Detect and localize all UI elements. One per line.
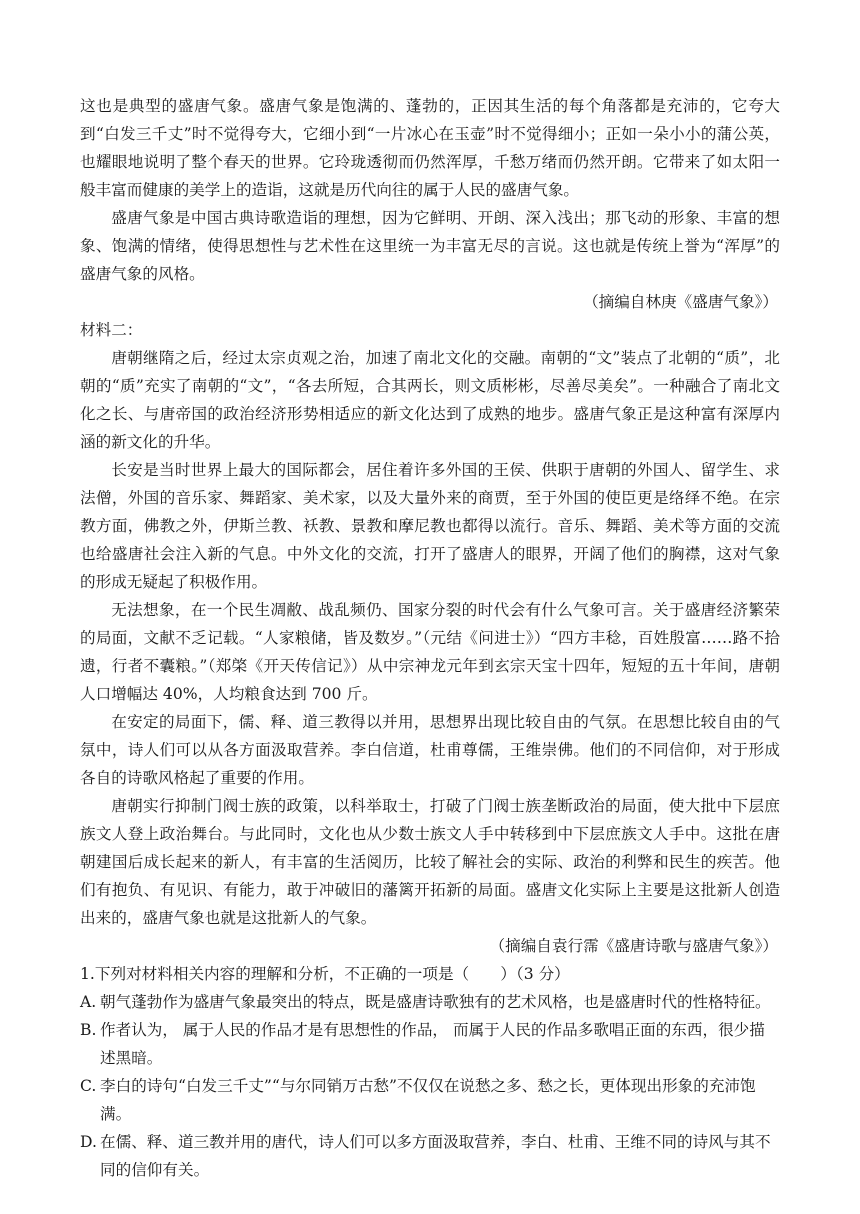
material1-paragraph-continued: 这也是典型的盛唐气象。盛唐气象是饱满的、蓬勃的，正因其生活的每个角落都是充沛的，它夸大到“白发三千丈”时不觉得夸大，它细小到“一片冰心在玉壶”时不觉得细小；正如一朵小小的蒲公英，也耀眼地说明了整个春天的世界。它玲珑透彻而仍然浑厚，千愁万绪而仍然开朗。它带来了如太阳一般丰富而健康的美学上的造诣，这就是历代向往的属于人民的盛唐气象。 (80, 97, 780, 199)
option-b-letter: B. (80, 1021, 97, 1039)
material2-label: 材料二： (80, 321, 143, 339)
option-c (80, 1072, 780, 1128)
material1-paragraph-2: 盛唐气象是中国古典诗歌造诣的理想，因为它鲜明、开朗、深入浅出；那飞动的形象、丰富的想象、饱满的情绪，使得思想性与艺术性在这里统一为丰富无尽的言说。这也就是传统上誉为“浑厚”的盛唐气象的风格。 (80, 209, 780, 283)
option-b (80, 1016, 780, 1072)
option-d (80, 1128, 780, 1184)
material2-paragraph-2: 长安是当时世界上最大的国际都会，居住着许多外国的王侯、供职于唐朝的外国人、留学生、求法僧，外国的音乐家、舞蹈家、美术家，以及大量外来的商贾，至于外国的使臣更是络绎不绝。在宗教方面，佛教之外，伊斯兰教、袄教、景教和摩尼教也都得以流行。音乐、舞蹈、美术等方面的交流也给盛唐社会注入新的气息。中外文化的交流，打开了盛唐人的眼界，开阔了他们的胸襟，这对气象的形成无疑起了积极作用。 (80, 461, 780, 591)
material2-source: （摘编自袁行霈《盛唐诗歌与盛唐气象》） (489, 937, 778, 955)
material2-paragraph-5: 唐朝实行抑制门阀士族的政策，以科举取士，打破了门阀士族垄断政治的局面，使大批中下层庶族文人登上政治舞台。与此同时，文化也从少数士族文人手中转移到中下层庶族文人手中。这批在唐朝建国后成长起来的新人，有丰富的生活阅历，比较了解社会的实际、政治的利弊和民生的疾苦。他们有抱负、有见识、有能力，敢于冲破旧的藩篱开拓新的局面。盛唐文化实际上主要是这批新人创造出来的，盛唐气象也就是这批新人的气象。 (80, 797, 780, 927)
option-d-text: 在儒、释、道三教并用的唐代，诗人们可以多方面汲取营养，李白、杜甫、王维不同的诗风与其不同的信仰有关。 (100, 1133, 771, 1179)
material2-paragraph-3: 无法想象，在一个民生凋敝、战乱频仍、国家分裂的时代会有什么气象可言。关于盛唐经济繁荣的局面，文献不乏记载。“人家粮储，皆及数岁。”（元结《问进士》）“四方丰稔，百姓殷富……路不拾遗，行者不囊粮。”（郑棨《开天传信记》）从中宗神龙元年到玄宗天宝十四年，短短的五十年间，唐朝人口增幅达 40%，人均粮食达到 700 斤。 (80, 601, 780, 703)
question-stem: 1.下列对材料相关内容的理解和分析，不正确的一项是（ ）（3 分） (80, 965, 570, 983)
option-b-text: 作者认为， 属于人民的作品才是有思想性的作品， 而属于人民的作品多歌唱正面的东西，很少描述黑暗。 (100, 1021, 765, 1067)
option-c-text: 李白的诗句“白发三千丈”“与尔同销万古愁”不仅仅在说愁之多、愁之长，更体现出形象的充沛饱满。 (100, 1077, 756, 1123)
material2-paragraph-4: 在安定的局面下，儒、释、道三教得以并用，思想界出现比较自由的气氛。在思想比较自由的气氛中，诗人们可以从各方面汲取营养。李白信道，杜甫尊儒，王维崇佛。他们的不同信仰，对于形成各自的诗歌风格起了重要的作用。 (80, 713, 780, 787)
material2-paragraph-1: 唐朝继隋之后，经过太宗贞观之治，加速了南北文化的交融。南朝的“文”装点了北朝的“质”，北朝的“质”充实了南朝的“文”，“各去所短，合其两长，则文质彬彬，尽善尽美矣”。一种融合了南北文化之长、与唐帝国的政治经济形势相适应的新文化达到了成熟的地步。盛唐气象正是这种富有深厚内涵的新文化的升华。 (80, 349, 780, 451)
option-a-letter: A. (80, 993, 97, 1011)
option-d-letter: D. (80, 1133, 97, 1151)
option-a-text: 朝气蓬勃作为盛唐气象最突出的特点，既是盛唐诗歌独有的艺术风格，也是盛唐时代的性格特征。 (100, 993, 771, 1011)
material1-source: （摘编自林庚《盛唐气象》） (583, 293, 778, 311)
option-a (80, 988, 780, 1016)
option-c-letter: C. (80, 1077, 97, 1095)
